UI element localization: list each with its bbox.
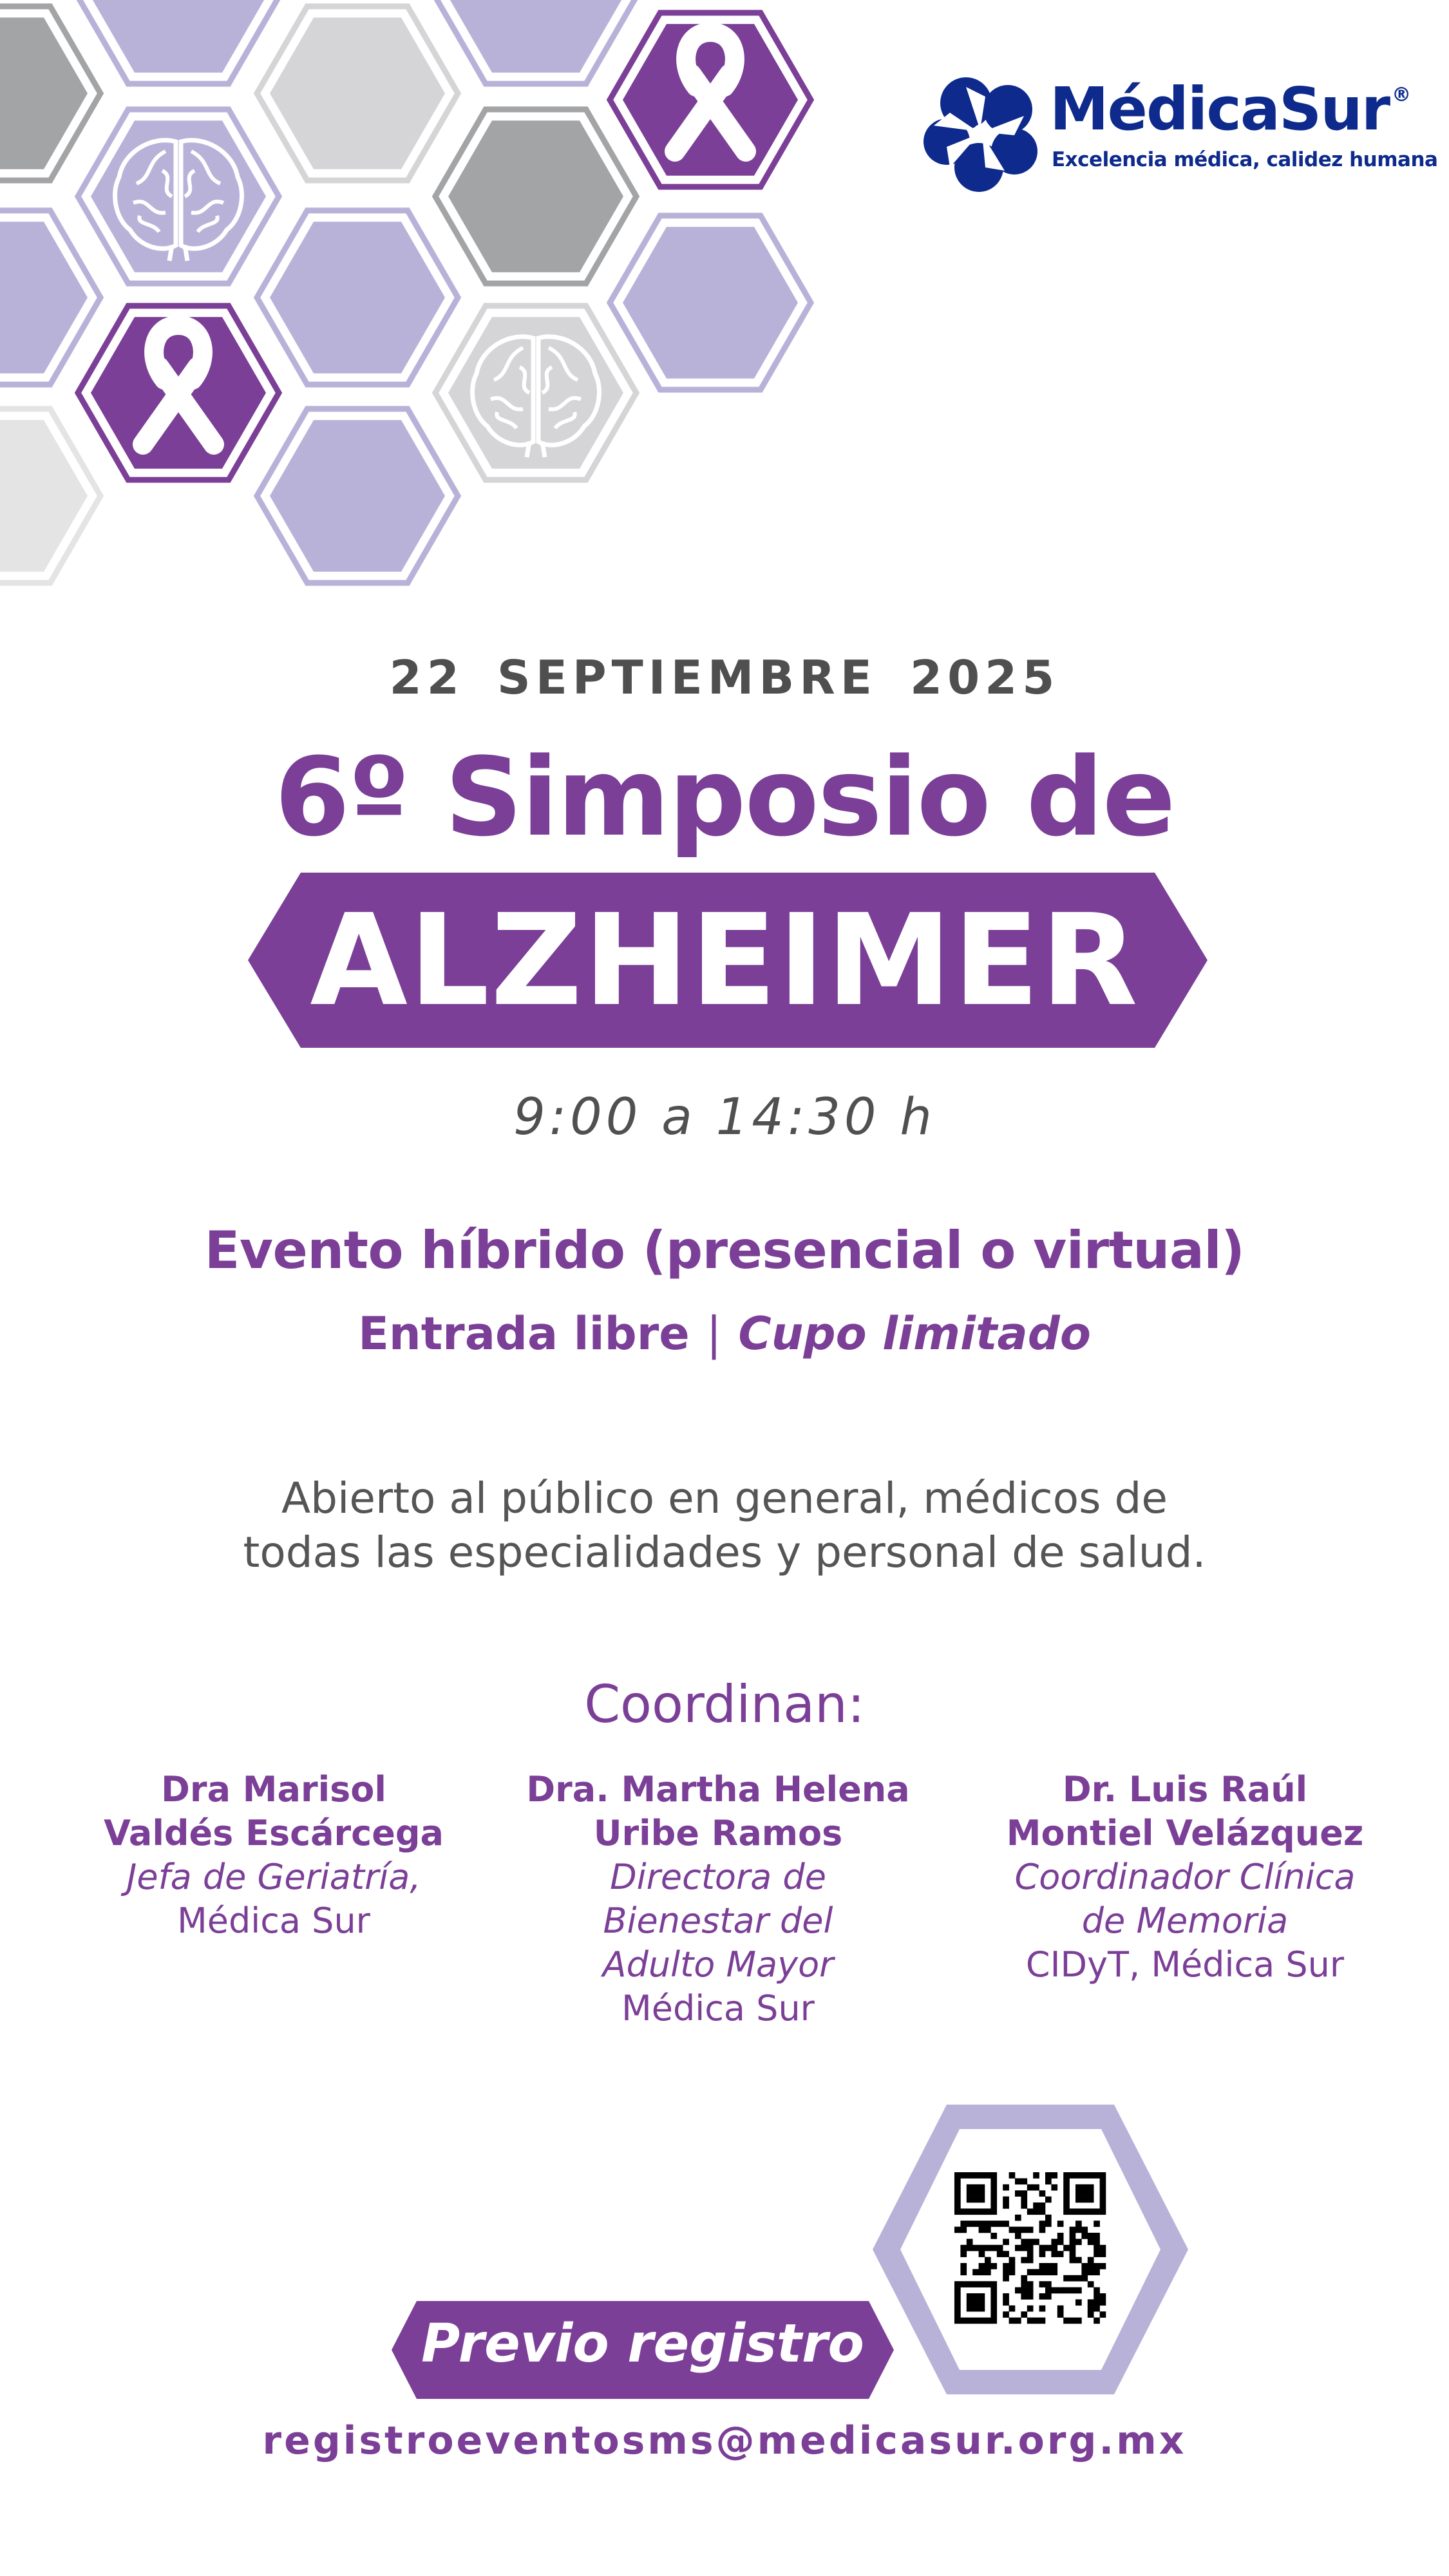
hexagon-tile [78, 0, 279, 84]
brand-name: MédicaSur ® [1050, 75, 1410, 144]
coordinator-role: Adulto Mayor [602, 1944, 834, 1985]
coordinator-2 [499, 1768, 937, 2031]
hexagon-tile [610, 216, 811, 390]
hexagon-tile [0, 6, 100, 180]
qr-code-frame [863, 2098, 1198, 2401]
hexagon-tile [435, 109, 636, 283]
medica-sur-logo [921, 71, 1438, 193]
coordinator-name: Dra Marisol [161, 1769, 386, 1810]
entry-line [0, 1307, 1449, 1360]
event-date: 22 SEPTIEMBRE 2025 [389, 650, 1060, 705]
coordinators-heading: Coordinan: [584, 1674, 865, 1734]
coordinator-name: Dra. Martha Helena [526, 1769, 910, 1810]
event-time: 9:00 a 14:30 h [513, 1088, 936, 1146]
hexagon-tile [435, 0, 636, 84]
brain-hexagon [435, 306, 636, 480]
coordinator-name: Montiel Velázquez [1006, 1813, 1364, 1853]
event-title-line1: 6º Simposio de [274, 734, 1175, 860]
hexagon-tile [257, 211, 458, 384]
hexagon-tile [257, 409, 458, 583]
coordinator-name: Valdés Escárcega [104, 1813, 444, 1853]
entry-separator: | [706, 1307, 722, 1360]
hexagon-decoration [0, 0, 837, 605]
audience-line-2: todas las especialidades y personal de salud. [243, 1528, 1206, 1577]
coordinator-org: Médica Sur [177, 1900, 370, 1941]
awareness-ribbon-hexagon [78, 306, 279, 480]
qr-code[interactable] [949, 2167, 1111, 2329]
entry-capacity: Cupo limitado [738, 1307, 1091, 1360]
coordinator-3 [966, 1768, 1404, 1987]
logo-flower-icon [921, 71, 1043, 193]
entry-free: Entrada libre [358, 1307, 690, 1360]
coordinator-role: Directora de [610, 1857, 826, 1897]
hexagon-tile [257, 6, 458, 180]
coordinator-role: de Memoria [1081, 1900, 1289, 1941]
coordinator-1 [55, 1768, 493, 1943]
registration-label[interactable]: Previo registro [421, 2313, 864, 2374]
brain-hexagon [78, 109, 279, 283]
brand-tagline: Excelencia médica, calidez humana [1052, 148, 1438, 171]
registration-email-link[interactable]: registroeventosms@medicasur.org.mx [262, 2418, 1187, 2463]
audience-line-1: Abierto al público en general, médicos de [281, 1473, 1168, 1523]
hexagon-tile [0, 409, 100, 583]
coordinator-org: Médica Sur [621, 1988, 815, 2029]
coordinator-org: CIDyT, Médica Sur [1025, 1944, 1345, 1985]
coordinator-role: Bienestar del [603, 1900, 833, 1941]
hexagon-tile [0, 211, 100, 384]
awareness-ribbon-hexagon [610, 13, 811, 187]
coordinator-role: Coordinador Clínica [1014, 1857, 1356, 1897]
coordinator-name: Dr. Luis Raúl [1062, 1769, 1308, 1810]
audience-text [0, 1472, 1449, 1580]
event-format: Evento híbrido (presencial o virtual) [204, 1220, 1245, 1280]
event-title-line2: ALZHEIMER [310, 887, 1139, 1034]
coordinator-name: Uribe Ramos [593, 1813, 843, 1853]
coordinator-role: Jefa de Geriatría, [126, 1857, 421, 1897]
